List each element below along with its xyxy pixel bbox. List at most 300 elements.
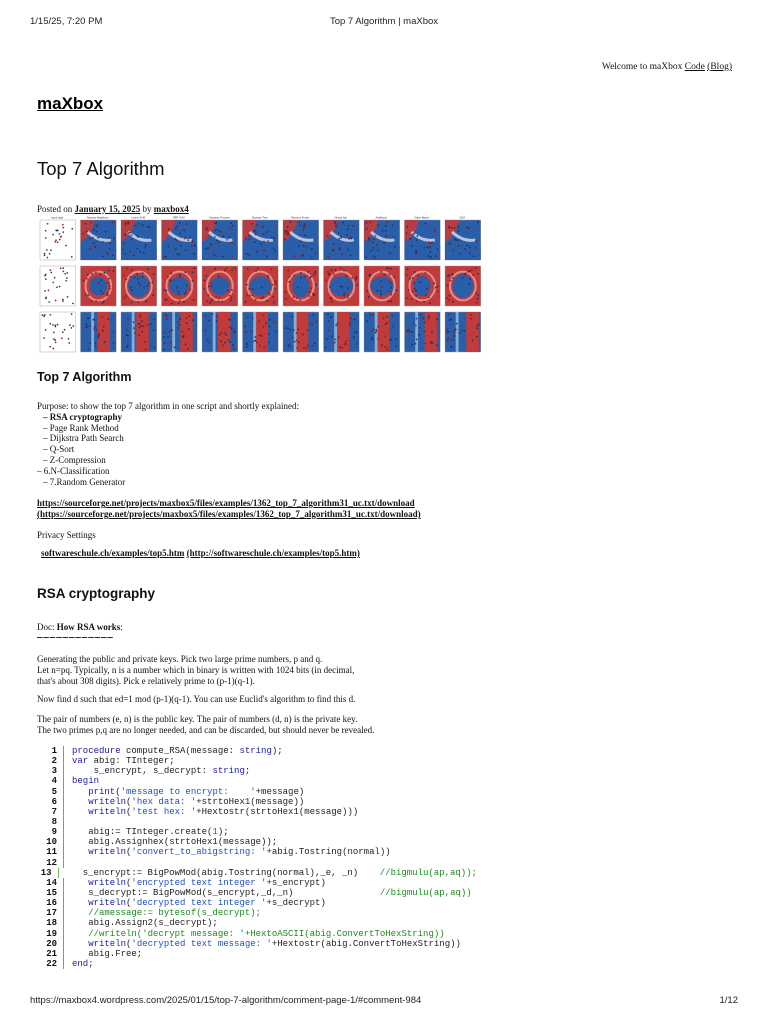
classifier-panel	[202, 220, 238, 260]
data-point	[166, 315, 168, 317]
data-point	[143, 326, 145, 328]
code-link[interactable]: Code	[684, 62, 705, 72]
data-point	[230, 319, 232, 321]
data-point	[97, 226, 99, 228]
data-point	[272, 284, 274, 286]
data-point	[107, 254, 109, 256]
data-point	[140, 316, 142, 318]
data-point	[192, 271, 194, 273]
download-link[interactable]: https://sourceforge.net/projects/maxbox5/files/examples/1362_top_7_algorithm31_uc.txt/download	[37, 498, 415, 508]
panel-background	[40, 312, 76, 352]
data-point	[434, 229, 436, 231]
data-point	[95, 271, 97, 273]
data-point	[371, 250, 373, 252]
data-point	[373, 255, 375, 257]
data-point	[304, 235, 306, 237]
data-point	[57, 241, 59, 243]
data-point	[313, 274, 315, 276]
data-point	[376, 244, 378, 246]
data-point	[350, 237, 352, 239]
download-links	[37, 498, 421, 520]
data-point	[140, 285, 142, 287]
data-point	[409, 278, 411, 280]
data-point	[380, 293, 382, 295]
data-point	[389, 339, 391, 341]
data-point	[142, 276, 144, 278]
data-point	[72, 325, 74, 327]
data-point	[106, 294, 108, 296]
data-point	[107, 292, 109, 294]
data-point	[222, 256, 224, 258]
panel-background	[40, 266, 76, 306]
panel-title: RBF SVM	[172, 216, 185, 220]
data-point	[337, 323, 339, 325]
data-point	[446, 297, 448, 299]
doc-title: How RSA works	[56, 622, 121, 632]
data-point	[448, 313, 450, 315]
data-point	[352, 225, 354, 227]
data-point	[392, 315, 394, 317]
data-point	[206, 229, 208, 231]
data-point	[446, 329, 448, 331]
classifier-panel	[445, 312, 481, 352]
data-point	[233, 348, 235, 350]
data-point	[275, 283, 277, 285]
author-link[interactable]: maxbox4	[153, 204, 189, 214]
data-point	[448, 226, 450, 228]
data-point	[71, 313, 73, 315]
data-point	[457, 240, 459, 242]
data-point	[457, 225, 459, 227]
data-point	[287, 226, 289, 228]
data-point	[89, 342, 91, 344]
data-point	[372, 314, 374, 316]
data-point	[329, 286, 331, 288]
data-point	[51, 272, 53, 274]
classifier-panel	[81, 266, 117, 306]
data-point	[350, 255, 352, 257]
data-point	[152, 282, 154, 284]
data-point	[246, 343, 248, 345]
data-point	[375, 332, 377, 334]
data-point	[261, 298, 263, 300]
data-point	[419, 281, 421, 283]
data-point	[125, 222, 127, 224]
data-point	[263, 233, 265, 235]
softwareschule-link[interactable]: softwareschule.ch/examples/top5.htm	[41, 548, 185, 558]
download-link-paren[interactable]: (https://sourceforge.net/projects/maxbox5/files/examples/1362_top_7_algorithm31_uc.txt/download)	[37, 509, 421, 519]
data-point	[273, 237, 275, 239]
code-text: abig.Assignhex(strtoHex1(message));	[72, 837, 278, 848]
data-point	[192, 241, 194, 243]
line-number: 19	[37, 929, 64, 939]
data-point	[145, 244, 147, 246]
code-line	[37, 929, 477, 939]
data-point	[325, 347, 327, 349]
data-point	[208, 286, 210, 288]
code-text: s_encrypt:= BigPowMod(abig.Tostring(normal),_e, _n) //bigmulu(ap,aq));	[66, 867, 477, 878]
data-point	[55, 241, 57, 243]
classifier-panel	[202, 312, 238, 352]
data-point	[288, 270, 290, 272]
data-point	[103, 326, 105, 328]
data-point	[387, 349, 389, 351]
code-line	[37, 766, 477, 776]
data-point	[216, 316, 218, 318]
data-point	[65, 280, 67, 282]
classifier-panel	[445, 266, 481, 306]
data-point	[86, 323, 88, 325]
data-point	[457, 245, 459, 247]
data-point	[216, 240, 218, 242]
data-point	[87, 274, 89, 276]
data-point	[260, 243, 262, 245]
data-point	[414, 288, 416, 290]
data-point	[52, 324, 54, 326]
site-title[interactable]: maXbox	[37, 94, 104, 113]
data-point	[437, 249, 439, 251]
data-point	[377, 338, 379, 340]
algorithm-list-item: – Dijkstra Path Search	[43, 433, 124, 444]
line-number: 17	[37, 908, 64, 918]
data-point	[429, 302, 431, 304]
data-point	[228, 319, 230, 321]
line-number: 9	[37, 827, 64, 837]
blog-link[interactable]: Blog	[710, 62, 729, 72]
data-point	[412, 234, 414, 236]
data-point	[373, 247, 375, 249]
code-line	[37, 858, 477, 868]
data-point	[469, 253, 471, 255]
data-point	[131, 234, 133, 236]
data-point	[60, 267, 62, 269]
data-point	[186, 322, 188, 324]
post-date-link[interactable]: January 15, 2025	[74, 204, 141, 214]
data-point	[343, 270, 345, 272]
data-point	[303, 226, 305, 228]
data-point	[96, 224, 98, 226]
data-point	[327, 256, 329, 258]
data-point	[472, 340, 474, 342]
data-point	[207, 339, 209, 341]
data-point	[354, 331, 356, 333]
data-point	[393, 276, 395, 278]
data-point	[385, 346, 387, 348]
line-number: 15	[37, 888, 64, 898]
data-point	[350, 322, 352, 324]
data-point	[178, 303, 180, 305]
data-point	[347, 287, 349, 289]
data-point	[93, 229, 95, 231]
data-point	[391, 287, 393, 289]
data-point	[130, 232, 132, 234]
data-point	[147, 226, 149, 228]
data-point	[109, 242, 111, 244]
data-point	[257, 268, 259, 270]
data-point	[179, 300, 181, 302]
code-text: print('message to encrypt: '+message)	[88, 786, 305, 797]
data-point	[136, 235, 138, 237]
classifier-panel	[40, 266, 76, 306]
data-point	[140, 325, 142, 327]
data-point	[47, 223, 49, 225]
softwareschule-link-paren[interactable]: (http://softwareschule.ch/examples/top5.htm)	[186, 548, 360, 558]
data-point	[191, 245, 193, 247]
data-point	[252, 294, 254, 296]
data-point	[216, 229, 218, 231]
code-text: writeln('hex data: '+strtoHex1(message))	[88, 796, 305, 807]
data-point	[423, 301, 425, 303]
data-point	[437, 291, 439, 293]
data-point	[377, 250, 379, 252]
data-point	[450, 319, 452, 321]
data-point	[368, 237, 370, 239]
data-point	[182, 331, 184, 333]
data-point	[333, 274, 335, 276]
data-point	[50, 249, 52, 251]
data-point	[148, 282, 150, 284]
data-point	[206, 300, 208, 302]
data-point	[333, 243, 335, 245]
data-point	[246, 253, 248, 255]
data-point	[55, 324, 57, 326]
data-point	[448, 331, 450, 333]
blog-link-open[interactable]: (	[707, 62, 711, 72]
data-point	[377, 225, 379, 227]
data-point	[193, 268, 195, 270]
data-point	[130, 287, 132, 289]
data-point	[138, 282, 140, 284]
data-point	[98, 282, 100, 284]
code-text: //writeln('decrypt message: '+HextoASCII(abig.ConvertToHexString))	[88, 928, 445, 939]
data-point	[245, 301, 247, 303]
line-number: 1	[37, 746, 64, 756]
classifier-panel	[162, 266, 198, 306]
data-point	[167, 277, 169, 279]
data-point	[366, 228, 368, 230]
data-point	[459, 333, 461, 335]
data-point	[302, 334, 304, 336]
data-point	[228, 339, 230, 341]
data-point	[384, 274, 386, 276]
data-point	[341, 253, 343, 255]
code-line	[37, 827, 477, 837]
p3-line: The two primes p,q are no longer needed, and can be discarded, but should never be revealed.	[37, 725, 375, 735]
data-point	[341, 286, 343, 288]
line-number: 11	[37, 847, 64, 857]
data-point	[263, 346, 265, 348]
code-line	[37, 837, 477, 847]
data-point	[108, 278, 110, 280]
data-point	[353, 337, 355, 339]
data-point	[255, 299, 256, 301]
data-point	[232, 345, 234, 347]
data-point	[249, 254, 251, 256]
data-point	[303, 245, 305, 247]
data-point	[232, 225, 234, 227]
data-point	[411, 246, 413, 248]
data-point	[192, 320, 194, 322]
data-point	[188, 239, 190, 241]
data-point	[458, 227, 460, 229]
data-point	[430, 242, 432, 244]
data-point	[251, 223, 253, 225]
line-number: 20	[37, 939, 64, 949]
data-point	[345, 343, 347, 345]
data-point	[185, 344, 187, 346]
data-point	[314, 295, 316, 297]
data-point	[102, 293, 104, 295]
data-point	[265, 323, 267, 325]
data-point	[274, 322, 276, 324]
data-point	[328, 320, 330, 322]
data-point	[263, 250, 265, 252]
data-point	[450, 346, 452, 348]
data-point	[381, 271, 383, 273]
data-point	[417, 275, 419, 277]
data-point	[416, 318, 418, 320]
line-number: 18	[37, 918, 64, 928]
data-point	[221, 301, 223, 303]
data-point	[380, 281, 382, 283]
data-point	[88, 348, 90, 350]
data-point	[300, 277, 302, 279]
data-point	[294, 255, 296, 257]
data-point	[476, 325, 478, 327]
data-point	[411, 298, 413, 300]
decision-region	[414, 276, 431, 296]
data-point	[356, 343, 358, 345]
data-point	[459, 239, 461, 241]
data-point	[246, 346, 248, 348]
data-point	[375, 257, 377, 259]
data-point	[145, 349, 147, 351]
data-point	[108, 270, 110, 272]
data-point	[284, 292, 286, 294]
data-point	[89, 325, 91, 327]
data-point	[50, 269, 52, 271]
data-point	[59, 233, 61, 235]
data-point	[287, 328, 289, 330]
privacy-settings[interactable]: Privacy Settings	[37, 530, 96, 540]
data-point	[72, 228, 74, 230]
data-point	[417, 235, 419, 237]
data-point	[368, 239, 370, 241]
panel-title: Decision Tree	[251, 216, 268, 220]
data-point	[335, 325, 337, 327]
data-point	[45, 230, 47, 232]
data-point	[229, 295, 231, 297]
data-point	[134, 276, 136, 278]
blog-link-close[interactable]: )	[728, 62, 732, 72]
data-point	[409, 238, 411, 240]
line-number: 12	[37, 858, 64, 868]
data-point	[65, 245, 67, 247]
data-point	[385, 236, 387, 238]
data-point	[452, 339, 454, 341]
data-point	[338, 232, 340, 234]
code-text: begin	[72, 776, 100, 787]
data-point	[390, 282, 392, 284]
data-point	[304, 224, 306, 226]
data-point	[350, 318, 352, 320]
data-point	[171, 303, 173, 305]
data-point	[214, 236, 216, 238]
decision-boundary	[253, 312, 256, 352]
classifier-panel	[445, 220, 481, 260]
data-point	[231, 289, 233, 291]
data-point	[335, 222, 337, 224]
data-point	[86, 327, 88, 329]
data-point	[454, 227, 456, 229]
data-point	[338, 238, 340, 240]
data-point	[315, 284, 317, 286]
data-point	[133, 321, 135, 323]
line-number: 7	[37, 807, 64, 817]
data-point	[273, 302, 275, 304]
data-point	[109, 285, 111, 287]
data-point	[123, 275, 125, 277]
data-point	[352, 277, 354, 279]
purpose-text: Purpose: to show the top 7 algorithm in one script and shortly explained:	[37, 401, 299, 411]
data-point	[266, 256, 268, 258]
data-point	[298, 341, 300, 343]
data-point	[145, 246, 147, 248]
decision-region	[128, 275, 150, 298]
classifier-panel	[40, 220, 76, 260]
data-point	[271, 268, 273, 270]
classifier-panel	[283, 220, 319, 260]
data-point	[256, 251, 258, 253]
data-point	[478, 324, 480, 326]
data-point	[475, 267, 477, 269]
data-point	[473, 256, 475, 258]
data-point	[382, 230, 384, 232]
data-point	[235, 268, 237, 270]
data-point	[302, 254, 304, 256]
code-line	[37, 888, 477, 898]
classifier-panel	[405, 312, 441, 352]
data-point	[154, 347, 156, 349]
data-point	[349, 324, 351, 326]
data-point	[213, 254, 215, 256]
data-point	[341, 237, 343, 239]
data-point	[347, 229, 349, 231]
data-point	[446, 341, 448, 343]
data-point	[300, 299, 302, 301]
data-point	[395, 345, 397, 347]
data-point	[412, 291, 414, 293]
data-point	[256, 224, 257, 226]
data-point	[45, 329, 47, 331]
data-point	[475, 240, 477, 242]
data-point	[348, 225, 350, 227]
data-point	[304, 276, 306, 278]
decision-boundary	[294, 312, 297, 352]
data-point	[50, 314, 52, 316]
data-point	[258, 321, 260, 323]
data-point	[464, 330, 466, 332]
data-point	[416, 239, 418, 241]
data-point	[231, 297, 233, 299]
data-point	[229, 236, 231, 238]
data-point	[468, 228, 470, 230]
data-point	[423, 318, 425, 320]
data-point	[284, 239, 286, 241]
data-point	[327, 271, 329, 273]
data-point	[63, 231, 65, 233]
data-point	[335, 339, 337, 341]
